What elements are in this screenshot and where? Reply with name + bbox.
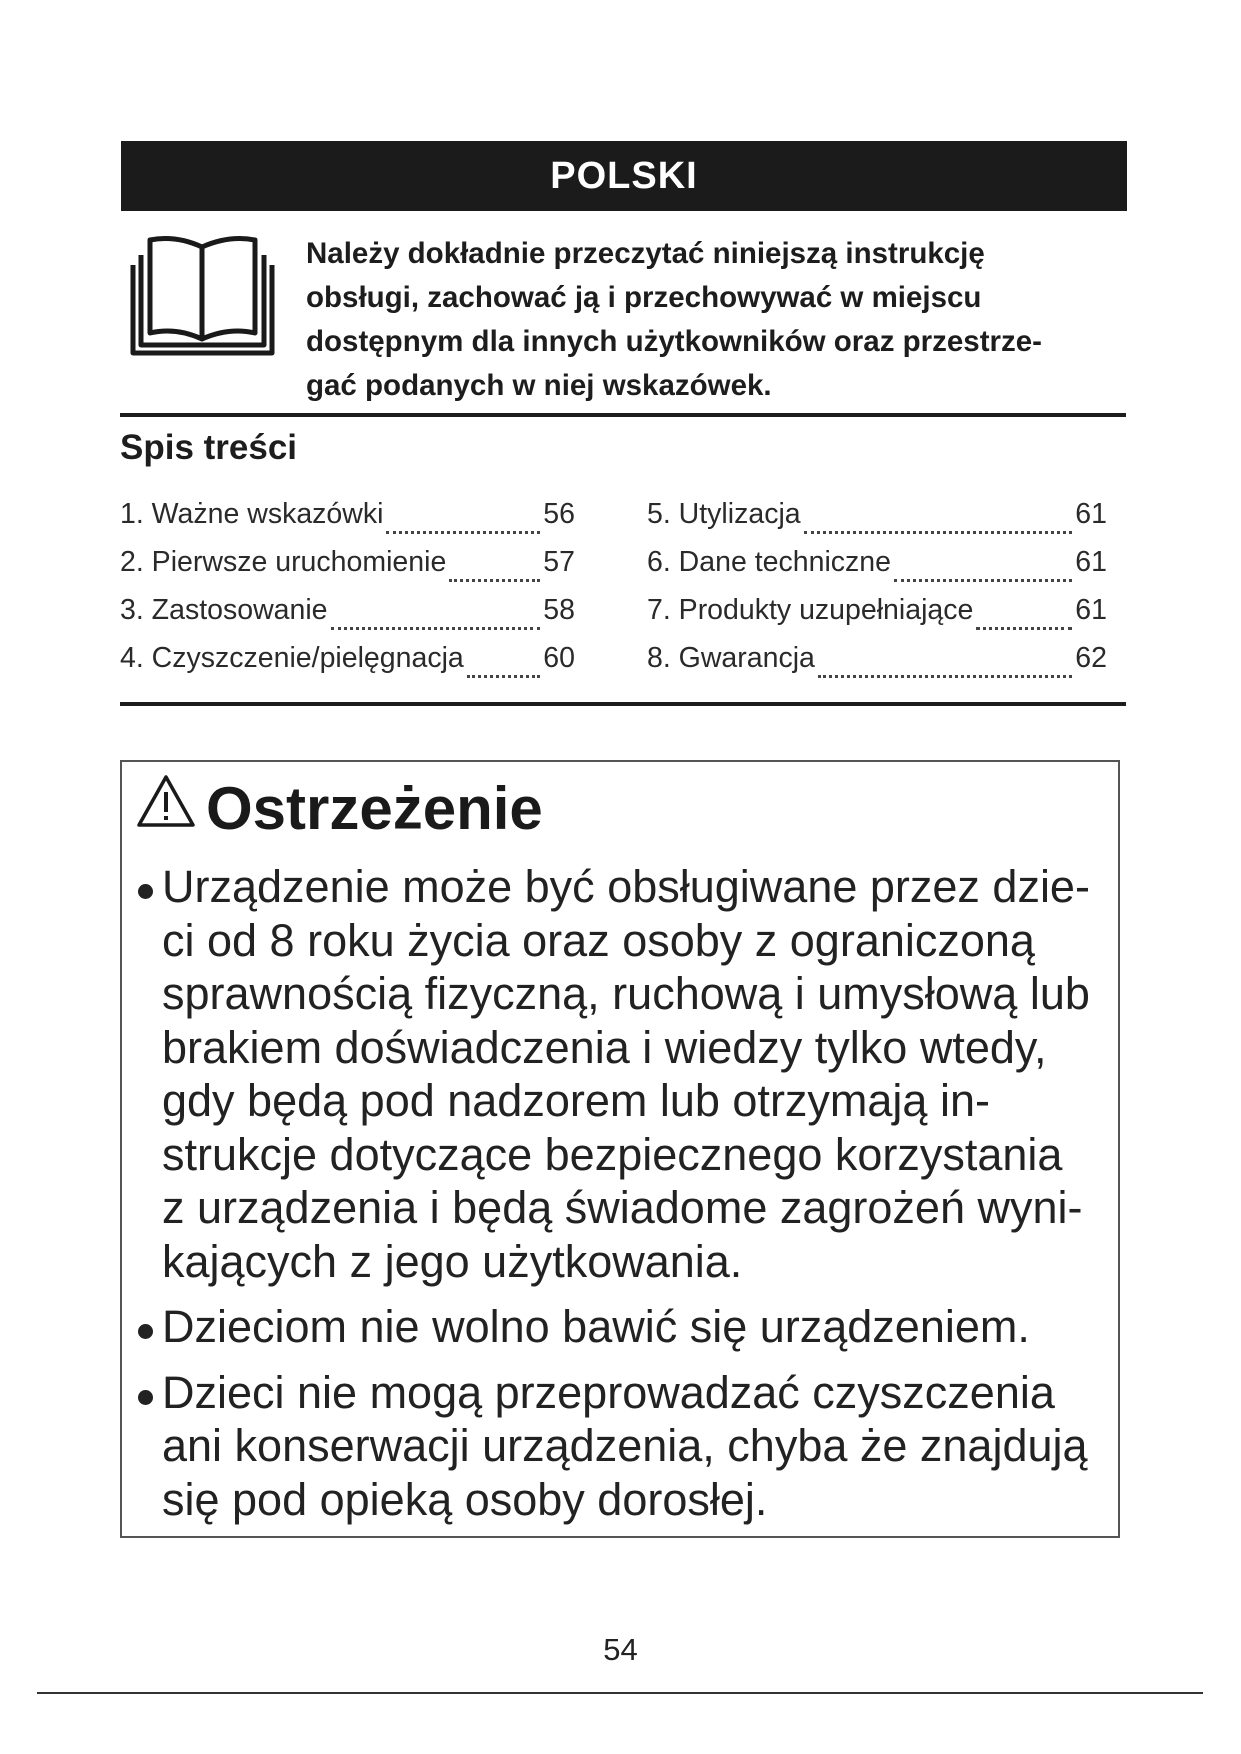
intro-text: [306, 232, 1126, 408]
bullet-line: strukcje dotyczące bezpiecznego korzystania: [162, 1128, 1063, 1180]
warning-title: Ostrzeżenie: [206, 775, 543, 842]
toc-entry-label: 2. Pierwsze uruchomienie: [120, 546, 447, 578]
leader-dots: [804, 531, 1073, 534]
intro-line: dostępnym dla innych użytkowników oraz przestrze-: [306, 325, 1042, 358]
toc-entry-page: 58: [543, 594, 575, 626]
toc-column-right: [647, 498, 1107, 690]
bullet-line: sprawnością fizyczną, ruchową i umysłową lub: [162, 968, 1090, 1019]
toc-entry-page: 61: [1075, 546, 1107, 578]
warning-bullet: [140, 1300, 1100, 1354]
toc-entry-page: 62: [1075, 642, 1107, 674]
intro-line: gać podanych w niej wskazówek.: [306, 369, 772, 402]
page-number: 54: [603, 1632, 638, 1667]
leader-dots: [894, 579, 1072, 582]
toc-entry[interactable]: [120, 498, 575, 546]
toc-entry-page: 60: [543, 642, 575, 674]
footer-divider: [37, 1692, 1203, 1694]
warning-triangle-icon: [135, 773, 197, 829]
toc-entry-label: 7. Produkty uzupełniające: [647, 594, 974, 626]
bullet-line: gdy będą pod nadzorem lub otrzymają in-: [162, 1075, 990, 1126]
toc-entry-label: 4. Czyszczenie/pielęgnacja: [120, 642, 464, 674]
toc-entry[interactable]: [120, 642, 575, 690]
leader-dots: [386, 531, 540, 534]
bullet-line: Dzieciom nie wolno bawić się urządzeniem.: [162, 1301, 1030, 1352]
leader-dots: [449, 579, 540, 582]
toc-entry-label: 3. Zastosowanie: [120, 594, 328, 626]
intro-line: Należy dokładnie przeczytać niniejszą instrukcję: [306, 237, 985, 270]
warning-bullet: [140, 860, 1100, 1288]
warning-bullets: [140, 860, 1100, 1538]
toc-entry-label: 8. Gwarancja: [647, 642, 815, 674]
book-icon: [130, 235, 275, 360]
toc-entry[interactable]: [120, 594, 575, 642]
bullet-dot: [138, 1390, 153, 1405]
bullet-line: z urządzenia i będą świadome zagrożeń wyni-: [162, 1182, 1083, 1233]
toc-entry-page: 61: [1075, 498, 1107, 530]
toc-entry-label: 6. Dane techniczne: [647, 546, 891, 578]
bullet-line: się pod opieką osoby dorosłej.: [162, 1473, 768, 1525]
toc-entry[interactable]: [120, 546, 575, 594]
bullet-line: brakiem doświadczenia i wiedzy tylko wtedy,: [162, 1021, 1047, 1073]
toc-entry-page: 57: [543, 546, 575, 578]
toc-entry[interactable]: [647, 642, 1107, 690]
toc-entry-page: 61: [1075, 594, 1107, 626]
leader-dots: [331, 627, 541, 630]
bullet-line: Urządzenie może być obsługiwane przez dzie-: [162, 861, 1090, 912]
toc-entry[interactable]: [647, 594, 1107, 642]
intro-line: obsługi, zachować ją i przechowywać w miejscu: [306, 281, 982, 314]
bullet-dot: [138, 884, 153, 899]
language-banner: [121, 141, 1127, 211]
leader-dots: [818, 675, 1072, 678]
bullet-line: kających z jego użytkowania.: [162, 1235, 743, 1287]
bullet-line: ani konserwacji urządzenia, chyba że znajdują: [162, 1420, 1088, 1471]
toc-entry-label: 5. Utylizacja: [647, 498, 801, 530]
toc-entry[interactable]: [647, 498, 1107, 546]
divider: [120, 413, 1126, 417]
toc-column-left: [120, 498, 575, 690]
leader-dots: [467, 675, 541, 678]
warning-bullet: [140, 1366, 1100, 1527]
language-label: POLSKI: [550, 154, 698, 197]
bullet-line: Dzieci nie mogą przeprowadzać czyszczenia: [162, 1366, 1055, 1418]
toc-title: Spis treści: [120, 428, 298, 467]
toc-entry-label: 1. Ważne wskazówki: [120, 498, 384, 530]
toc-entry-page: 56: [543, 498, 575, 530]
leader-dots: [976, 627, 1072, 630]
bullet-dot: [138, 1324, 153, 1339]
toc-entry[interactable]: [647, 546, 1107, 594]
divider: [120, 702, 1126, 706]
bullet-line: ci od 8 roku życia oraz osoby z ograniczoną: [162, 914, 1035, 966]
